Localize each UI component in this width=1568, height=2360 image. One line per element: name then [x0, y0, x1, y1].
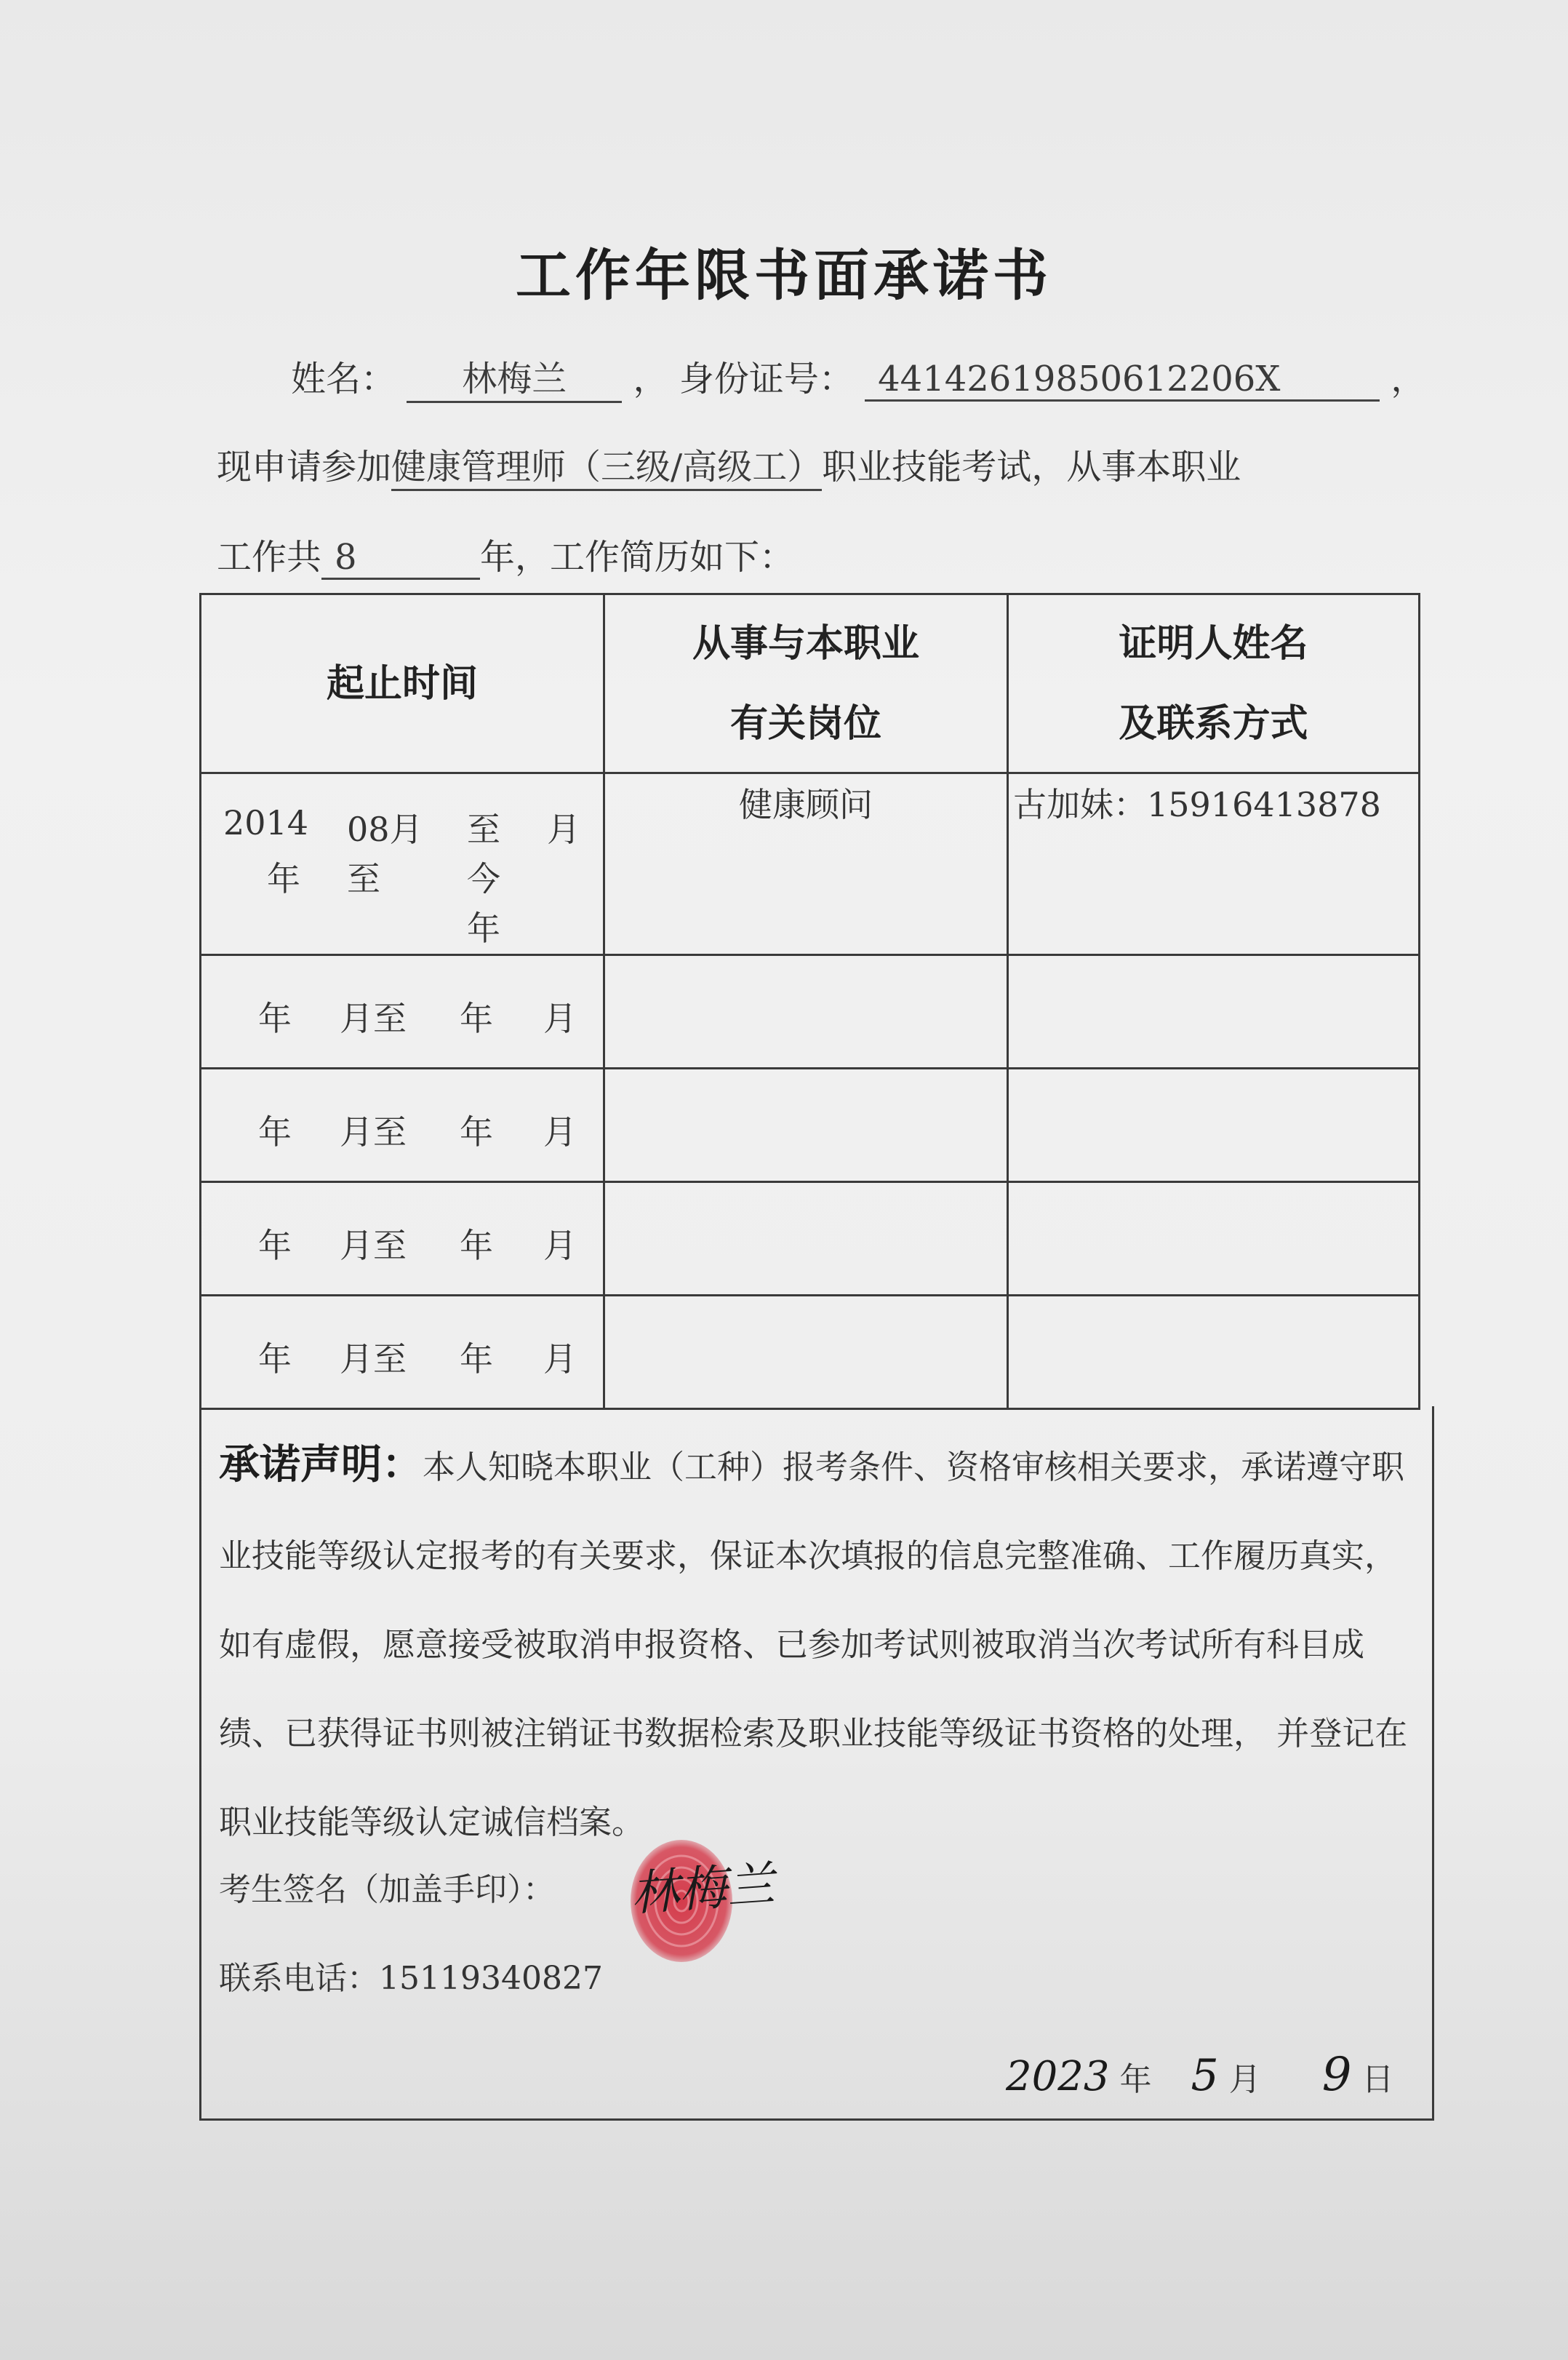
witness-cell [1008, 1296, 1420, 1409]
separator: ， [633, 359, 668, 399]
promise-lead: 承诺声明： [219, 1441, 423, 1488]
table-header-row [201, 594, 1420, 773]
promise-section [199, 1406, 1434, 2121]
table-row [201, 955, 1420, 1069]
position-cell: 健康顾问 [604, 773, 1008, 955]
work-history-table [199, 593, 1420, 1410]
name-label: 姓名： [291, 359, 396, 399]
apply-prefix: 现申请参加 [217, 447, 392, 487]
phone-line [219, 1952, 603, 1998]
date-year-unit: 年 [1119, 2061, 1152, 2098]
occupation-line [217, 439, 1241, 491]
phone-value: 15119340827 [379, 1960, 603, 1997]
table-row [201, 1182, 1420, 1296]
table-row [201, 1069, 1420, 1182]
period-cell: 年 月至 年 月 [201, 1296, 604, 1409]
date-day: 9 [1321, 2048, 1352, 2102]
witness-cell [1008, 1182, 1420, 1296]
promise-statement [219, 1421, 1426, 1867]
position-cell [604, 1182, 1008, 1296]
period-cell: 年 月至 年 月 [201, 1182, 604, 1296]
promise-text: 本人知晓本职业（工种）报考条件、资格审核相关要求，承诺遵守职业技能等级认定报考的有关要求，保证本次填报的信息完整准确、工作履历真实，如有虚假，愿意接受被取消申报资格、已参加考试则被取消当次考试所有科目成绩、已获得证书则被注销证书数据检索及职业技能等级证书资格的处理， 并登记在职业技能等级认定诚信档案。 [219, 1448, 1408, 1841]
signature: 林梅兰 [628, 1856, 777, 1922]
date-year: 2023 [1006, 2053, 1110, 2100]
table-row [201, 1296, 1420, 1409]
header-position: 从事与本职业 有关岗位 [604, 594, 1008, 773]
header-witness: 证明人姓名 及联系方式 [1008, 594, 1420, 773]
period-cell: 2014 年 08月 至 至 今 年 月 [201, 773, 604, 955]
period-cell: 年 月至 年 月 [201, 955, 604, 1069]
date-month-unit: 月 [1228, 2061, 1261, 2098]
years-line [217, 529, 794, 580]
document-title: 工作年限书面承诺书 [516, 243, 1052, 308]
date-line [1006, 2048, 1393, 2102]
witness-cell [1008, 955, 1420, 1069]
date-month: 5 [1191, 2050, 1219, 2101]
date-day-unit: 日 [1361, 2061, 1394, 2098]
id-label: 身份证号： [679, 359, 854, 399]
position-cell [604, 1296, 1008, 1409]
years-suffix: 年，工作简历如下： [480, 537, 795, 578]
table-row [201, 773, 1420, 955]
years-value: 8 [321, 537, 480, 580]
apply-suffix: 职业技能考试，从事本职业 [822, 447, 1241, 487]
name-id-line [291, 351, 1425, 403]
phone-label: 联系电话： [219, 1960, 379, 1997]
witness-cell [1008, 1069, 1420, 1182]
sign-label: 考生签名（加盖手印）： [219, 1871, 555, 1908]
period-cell: 年 月至 年 月 [201, 1069, 604, 1182]
name-value: 林梅兰 [407, 351, 622, 403]
witness-cell: 古加妹：15916413878 [1008, 773, 1420, 955]
id-end: ， [1391, 359, 1426, 399]
occupation-value: 健康管理师（三级/高级工） [391, 439, 822, 491]
id-value: 44142619850612206X [865, 359, 1380, 402]
years-prefix: 工作共 [217, 537, 322, 578]
position-cell [604, 955, 1008, 1069]
position-cell [604, 1069, 1008, 1182]
header-period: 起止时间 [201, 594, 604, 773]
